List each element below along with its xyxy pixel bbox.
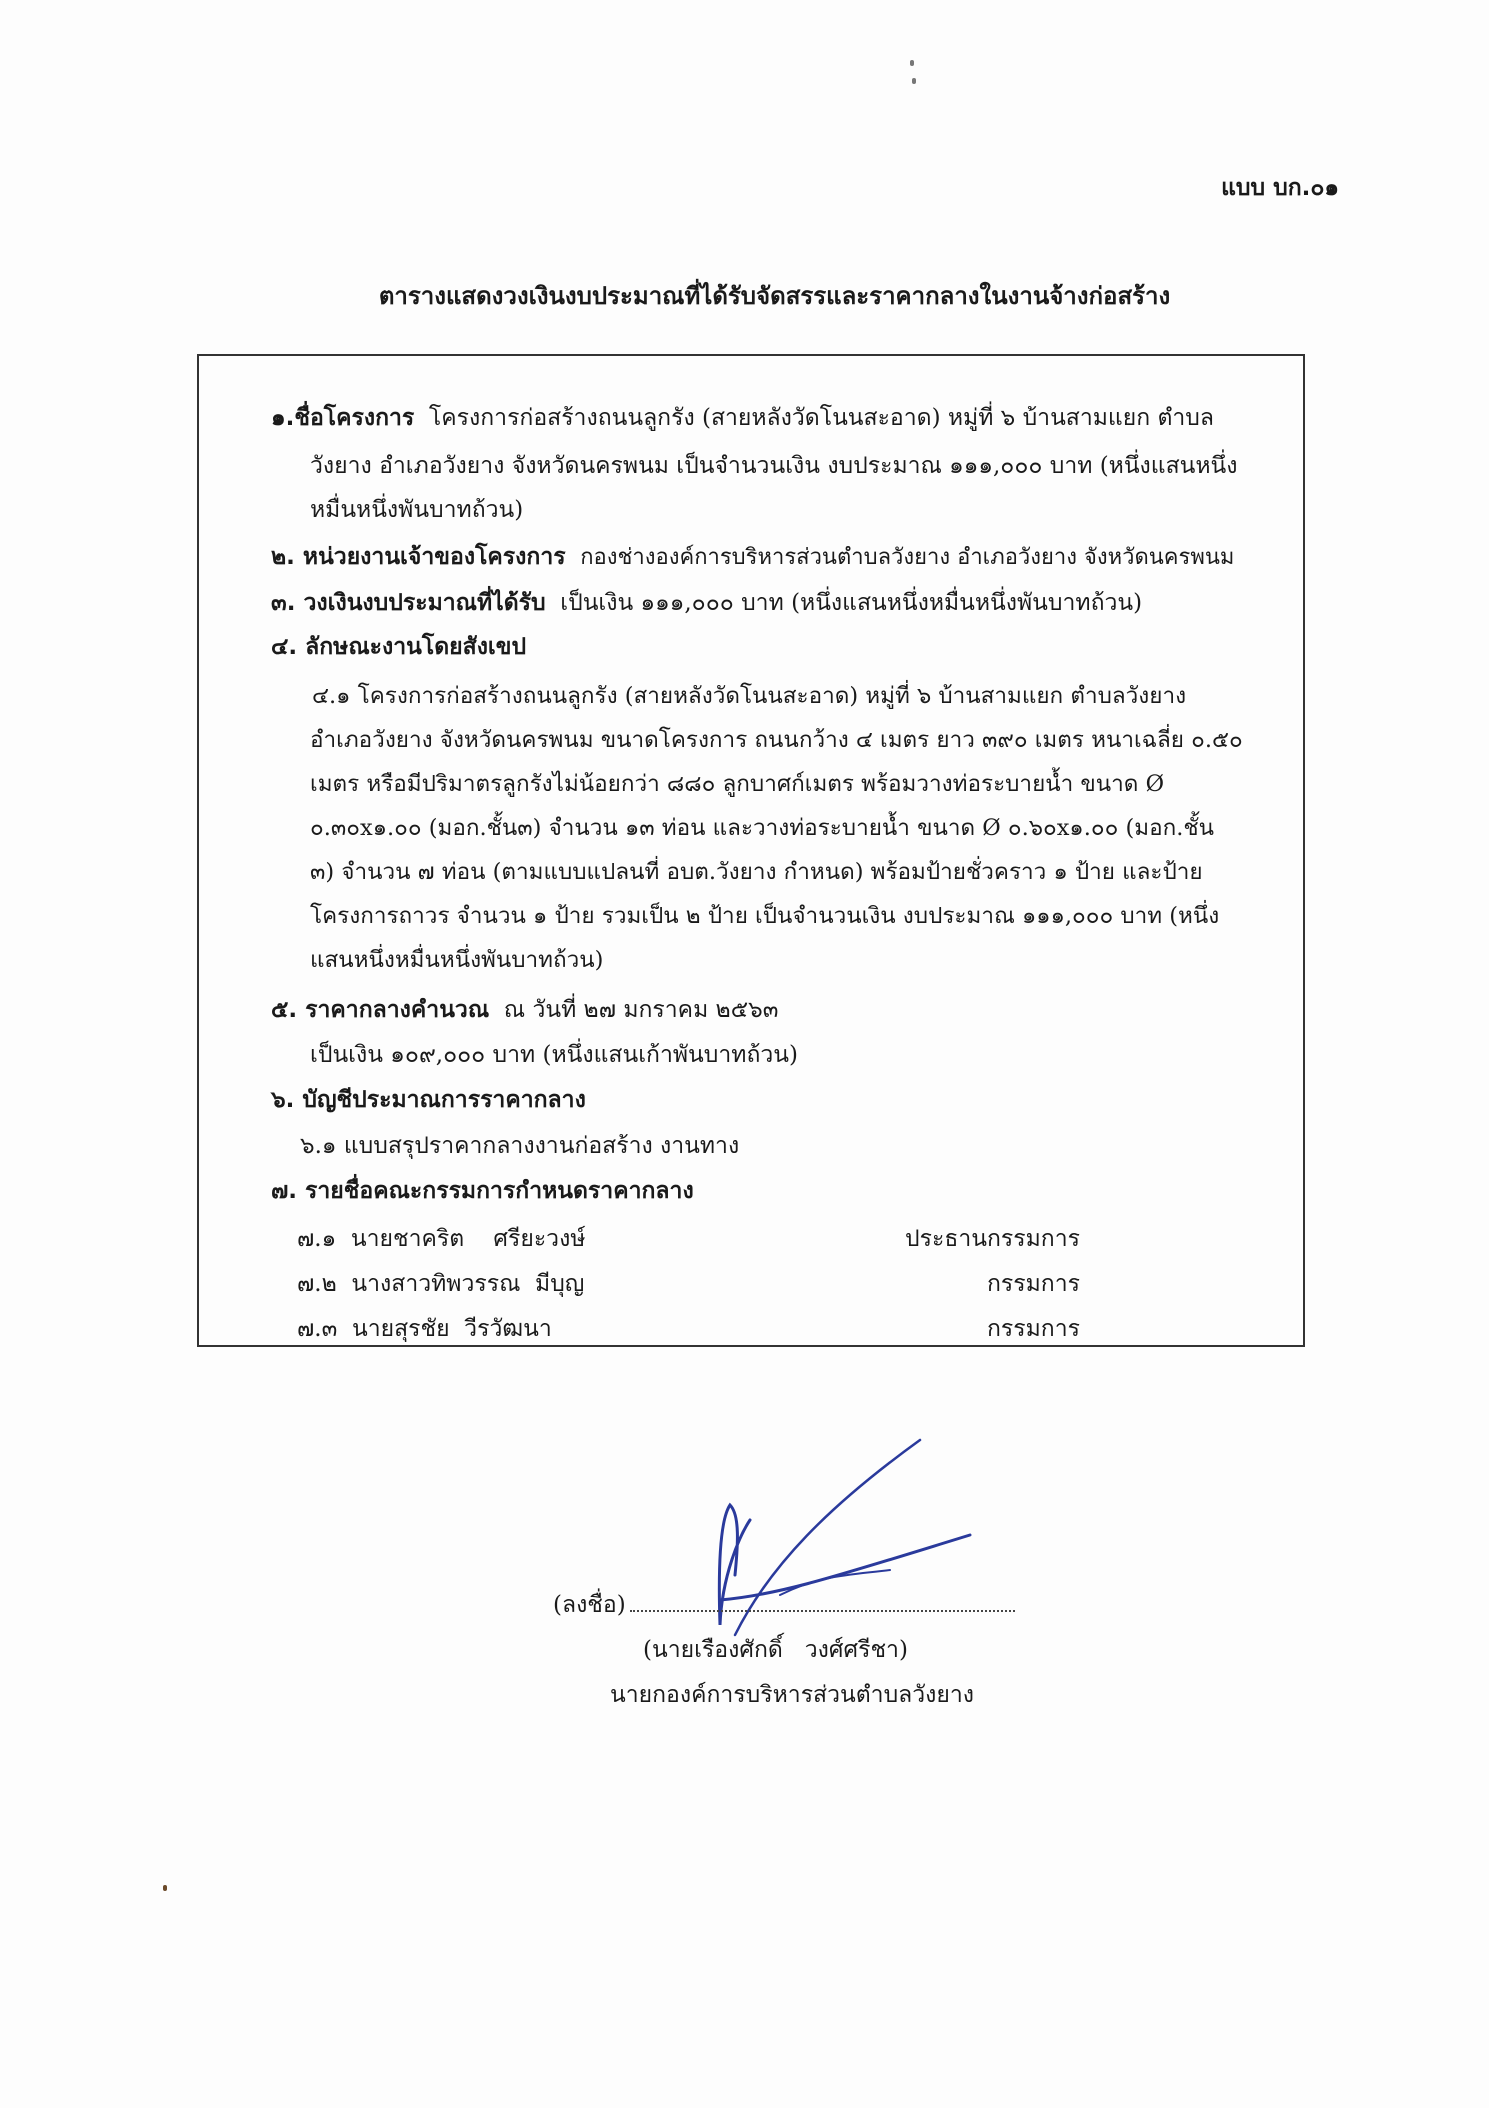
committee-role-3: กรรมการ: [987, 1316, 1080, 1342]
committee-role-2: กรรมการ: [987, 1271, 1080, 1297]
item4-label: ๔. ลักษณะงานโดยสังเขป: [271, 634, 527, 660]
item5-row: [271, 990, 778, 1030]
signer-name: (นายเรืองศักดิ์ วงศ์ศรีชา): [643, 1637, 908, 1663]
form-code: แบบ บก.๐๑: [1221, 175, 1339, 201]
item4-line-6: โครงการถาวร จำนวน ๑ ป้าย รวมเป็น ๒ ป้าย เป็นจำนวนเงิน งบประมาณ ๑๑๑,๐๐๐ บาท (หนึ่ง: [310, 903, 1220, 929]
item1-row: [271, 398, 1214, 438]
scan-speck: [912, 78, 916, 84]
scan-speck: [910, 60, 914, 66]
item1-line-2: วังยาง อำเภอวังยาง จังหวัดนครพนม เป็นจำนวนเงิน งบประมาณ ๑๑๑,๐๐๐ บาท (หนึ่งแสนหนึ่ง: [310, 453, 1238, 479]
item4-paragraph: [310, 674, 1243, 982]
item5-label: ๕. ราคากลางคำนวณ: [271, 997, 490, 1023]
committee-member-3: ๗.๓ นายสุรชัย วีรวัฒนา: [297, 1316, 552, 1342]
document-title: ตารางแสดงวงเงินงบประมาณที่ได้รับจัดสรรและราคากลางในงานจ้างก่อสร้าง: [378, 282, 1171, 310]
item5-amount: เป็นเงิน ๑๐๙,๐๐๐ บาท (หนึ่งแสนเก้าพันบาทถ้วน): [310, 1042, 798, 1068]
item4-line-4: ๐.๓๐x๑.๐๐ (มอก.ชั้น๓) จำนวน ๑๓ ท่อน และวางท่อระบายน้ำ ขนาด Ø ๐.๖๐x๑.๐๐ (มอก.ชั้น: [310, 815, 1215, 841]
item3-row: [271, 583, 1142, 623]
signature-dotted-line: [630, 1604, 1015, 1612]
item2-row: [271, 537, 1234, 578]
item3-label: ๓. วงเงินงบประมาณที่ได้รับ: [271, 590, 546, 616]
item1-line-3: หมื่นหนึ่งพันบาทถ้วน): [310, 497, 524, 523]
item4-line-2: อำเภอวังยาง จังหวัดนครพนม ขนาดโครงการ ถนนกว้าง ๔ เมตร ยาว ๓๙๐ เมตร หนาเฉลี่ย ๐.๕๐: [310, 727, 1243, 753]
committee-member-2: ๗.๒ นางสาวทิพวรรณ มีบุญ: [297, 1271, 585, 1297]
scan-speck: [163, 1885, 167, 1891]
item6-sub: ๖.๑ แบบสรุปราคากลางงานก่อสร้าง งานทาง: [300, 1133, 740, 1159]
item1-label: ๑.ชื่อโครงการ: [271, 405, 415, 431]
item5-date: ณ วันที่ ๒๗ มกราคม ๒๕๖๓: [503, 997, 779, 1023]
item2-label: ๒. หน่วยงานเจ้าของโครงการ: [271, 544, 566, 570]
item4-line-5: ๓) จำนวน ๗ ท่อน (ตามแบบแปลนที่ อบต.วังยาง กำหนด) พร้อมป้ายชั่วคราว ๑ ป้าย และป้าย: [310, 859, 1203, 885]
sign-label: (ลงชื่อ): [553, 1592, 626, 1618]
item7-label: ๗. รายชื่อคณะกรรมการกำหนดราคากลาง: [271, 1178, 694, 1204]
item2-text: กองช่างองค์การบริหารส่วนตำบลวังยาง อำเภอวังยาง จังหวัดนครพนม: [580, 545, 1235, 570]
item1-line-1: โครงการก่อสร้างถนนลูกรัง (สายหลังวัดโนนสะอาด) หมู่ที่ ๖ บ้านสามแยก ตำบล: [428, 405, 1215, 431]
item4-line-1: ๔.๑ โครงการก่อสร้างถนนลูกรัง (สายหลังวัดโนนสะอาด) หมู่ที่ ๖ บ้านสามแยก ตำบลวังยาง: [312, 683, 1187, 709]
committee-member-1: ๗.๑ นายชาคริต ศรียะวงษ์: [297, 1226, 586, 1252]
committee-role-1: ประธานกรรมการ: [905, 1226, 1080, 1252]
signer-position: นายกองค์การบริหารส่วนตำบลวังยาง: [610, 1682, 975, 1708]
item6-label: ๖. บัญชีประมาณการราคากลาง: [271, 1087, 586, 1113]
item4-line-3: เมตร หรือมีปริมาตรลูกรังไม่น้อยกว่า ๘๘๐ ลูกบาศก์เมตร พร้อมวางท่อระบายน้ำ ขนาด Ø: [310, 771, 1165, 797]
item3-text: เป็นเงิน ๑๑๑,๐๐๐ บาท (หนึ่งแสนหนึ่งหมื่นหนึ่งพันบาทถ้วน): [560, 590, 1143, 616]
sign-line: [553, 1583, 1015, 1627]
item4-line-7: แสนหนึ่งหมื่นหนึ่งพันบาทถ้วน): [310, 947, 604, 973]
